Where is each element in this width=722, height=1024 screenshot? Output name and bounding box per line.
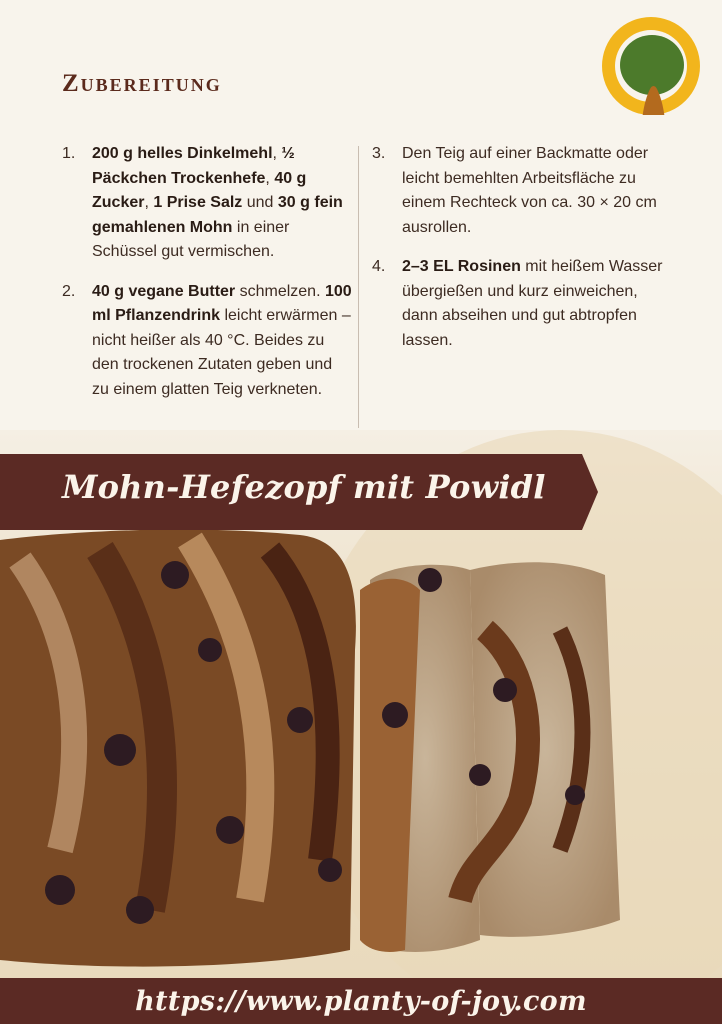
step-item — [62, 280, 352, 403]
ingredient-highlight: 30 g fein gemahlenen Mohn — [92, 194, 343, 236]
step-number: 4. — [372, 258, 386, 275]
recipe-title: Mohn-Hefezopf mit Powidl — [62, 468, 546, 506]
step-text-segment: , — [265, 169, 275, 187]
step-text — [92, 280, 352, 403]
ingredient-highlight: 1 Prise Salz — [153, 194, 243, 211]
footer-bar — [0, 978, 722, 1024]
ingredient-highlight: 40 g Zucker — [92, 169, 307, 211]
step-text — [402, 142, 672, 240]
step-text — [402, 255, 672, 353]
steps-column-left — [62, 142, 352, 417]
step-text-segment: und — [242, 194, 278, 211]
step-number: 3. — [372, 145, 386, 162]
footer-url-link[interactable]: https://www.planty-of-joy.com — [135, 985, 587, 1017]
tree-logo-icon — [602, 17, 700, 115]
step-item — [62, 142, 352, 265]
step-number: 2. — [62, 282, 76, 300]
step-text-segment: , — [144, 194, 154, 211]
step-text-segment: Den Teig auf einer Backmatte oder leicht bemehlten Arbeitsfläche zu einem Rechteck von ca. 30 × 20 cm ausrollen. — [402, 145, 657, 236]
step-number: 1. — [62, 145, 76, 162]
step-text-segment: , — [272, 145, 282, 162]
ingredient-highlight: 2–3 EL Rosinen — [402, 258, 521, 275]
ingredient-highlight: ½ Päckchen Trockenhefe — [92, 145, 295, 187]
step-text-segment: mit heißem Wasser übergießen und kurz einweichen, dann abseihen und gut abtropfen lassen. — [402, 258, 663, 349]
step-text — [92, 142, 352, 265]
ingredient-highlight: 40 g vegane Butter — [92, 282, 236, 300]
step-text-segment: schmelzen. — [235, 282, 325, 300]
step-item — [372, 255, 672, 353]
ingredient-highlight: 100 ml Pflanzendrink — [92, 282, 352, 324]
column-divider — [358, 146, 359, 428]
step-text-segment: in einer Schüssel gut vermischen. — [92, 218, 290, 260]
ingredient-highlight: 200 g helles Dinkelmehl — [92, 145, 273, 162]
section-heading: Zubereitung — [62, 70, 222, 97]
steps-column-right — [372, 142, 672, 368]
step-text-segment: leicht erwärmen – nicht heißer als 40 °C. Beides zu den trockenen Zutaten geben und zu einem glatten Teig verkneten. — [92, 307, 351, 398]
step-item — [372, 142, 672, 240]
